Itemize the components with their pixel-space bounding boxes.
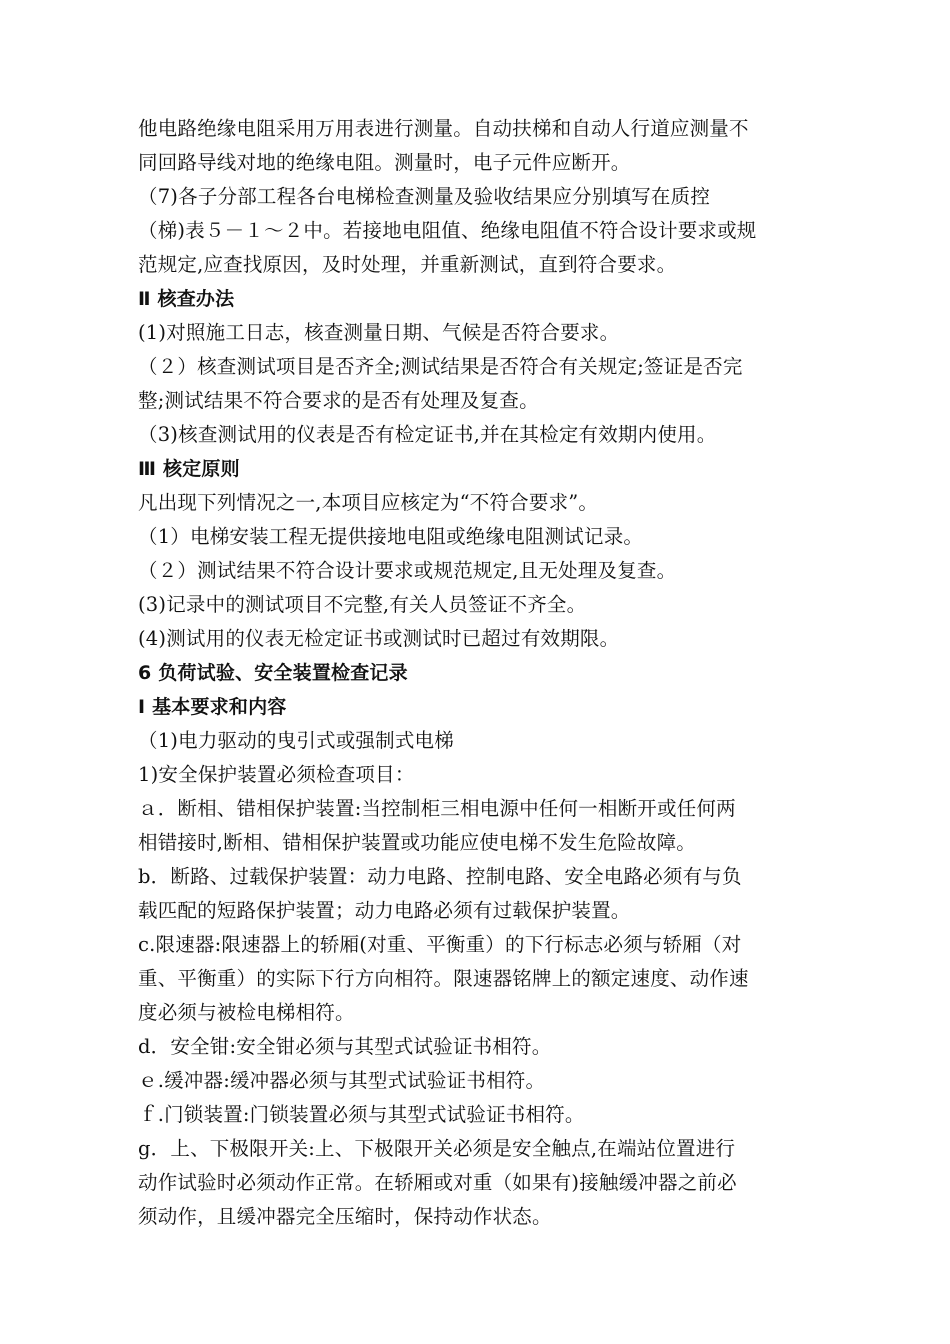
text-line: (1)对照施工日志，核查测量日期、气候是否符合要求。 <box>138 321 620 344</box>
text-line: 相错接时,断相、错相保护装置或功能应使电梯不发生危险故障。 <box>138 831 696 854</box>
text-line: c.限速器:限速器上的轿厢(对重、平衡重）的下行标志必须与轿厢（对 <box>138 933 742 956</box>
text-line: 他电路绝缘电阻采用万用表进行测量。自动扶梯和自动人行道应测量不 <box>138 117 749 140</box>
text-line: 度必须与被检电梯相符。 <box>138 1001 355 1024</box>
text-line: （7)各子分部工程各台电梯检查测量及验收结果应分别填写在质控 <box>138 185 711 208</box>
text-line: 凡出现下列情况之一,本项目应核定为“不符合要求”。 <box>138 491 599 514</box>
text-line: (4)测试用的仪表无检定证书或测试时已超过有效期限。 <box>138 627 620 650</box>
text-line: 整;测试结果不符合要求的是否有处理及复查。 <box>138 389 539 412</box>
section-heading: Ⅰ 基本要求和内容 <box>138 696 287 718</box>
document-body <box>138 112 844 1234</box>
text-line: (3)记录中的测试项目不完整,有关人员签证不齐全。 <box>138 593 587 616</box>
text-line: 重、平衡重）的实际下行方向相符。限速器铭牌上的额定速度、动作速 <box>138 967 749 990</box>
text-line: （２）核查测试项目是否齐全;测试结果是否符合有关规定;签证是否完 <box>138 355 743 378</box>
text-line: （1）电梯安装工程无提供接地电阻或绝缘电阻测试记录。 <box>138 525 644 548</box>
text-line: （1)电力驱动的曳引式或强制式电梯 <box>138 729 454 752</box>
text-line: 范规定,应查找原因，及时处理，并重新测试，直到符合要求。 <box>138 253 677 276</box>
text-line: ａ．断相、错相保护装置:当控制柜三相电源中任何一相断开或任何两 <box>138 797 736 820</box>
text-line: 动作试验时必须动作正常。在轿厢或对重（如果有)接触缓冲器之前必 <box>138 1171 737 1194</box>
section-heading: 6 负荷试验、安全装置检查记录 <box>138 662 408 684</box>
text-line: （梯)表５－１～２中。若接地电阻值、绝缘电阻值不符合设计要求或规 <box>138 219 757 242</box>
text-line: g．上、下极限开关:上、下极限开关必须是安全触点,在端站位置进行 <box>138 1137 736 1160</box>
text-line: 1)安全保护装置必须检查项目： <box>138 763 415 786</box>
text-line: （3)核查测试用的仪表是否有检定证书,并在其检定有效期内使用。 <box>138 423 717 446</box>
text-line: d．安全钳:安全钳必须与其型式试验证书相符。 <box>138 1035 552 1058</box>
section-heading: Ⅲ 核定原则 <box>138 458 240 480</box>
text-line: 同回路导线对地的绝缘电阻。测量时，电子元件应断开。 <box>138 151 631 174</box>
section-heading: Ⅱ 核查办法 <box>138 288 235 310</box>
text-line: （２）测试结果不符合设计要求或规范规定,且无处理及复查。 <box>138 559 677 582</box>
text-line: 须动作，且缓冲器完全压缩时，保持动作状态。 <box>138 1205 552 1228</box>
text-line: b．断路、过载保护装置：动力电路、控制电路、安全电路必须有与负 <box>138 865 742 888</box>
text-line: 载匹配的短路保护装置；动力电路必须有过载保护装置。 <box>138 899 631 922</box>
text-line: ｅ.缓冲器:缓冲器必须与其型式试验证书相符。 <box>138 1069 546 1092</box>
text-line: ｆ.门锁装置:门锁装置必须与其型式试验证书相符。 <box>138 1103 585 1126</box>
